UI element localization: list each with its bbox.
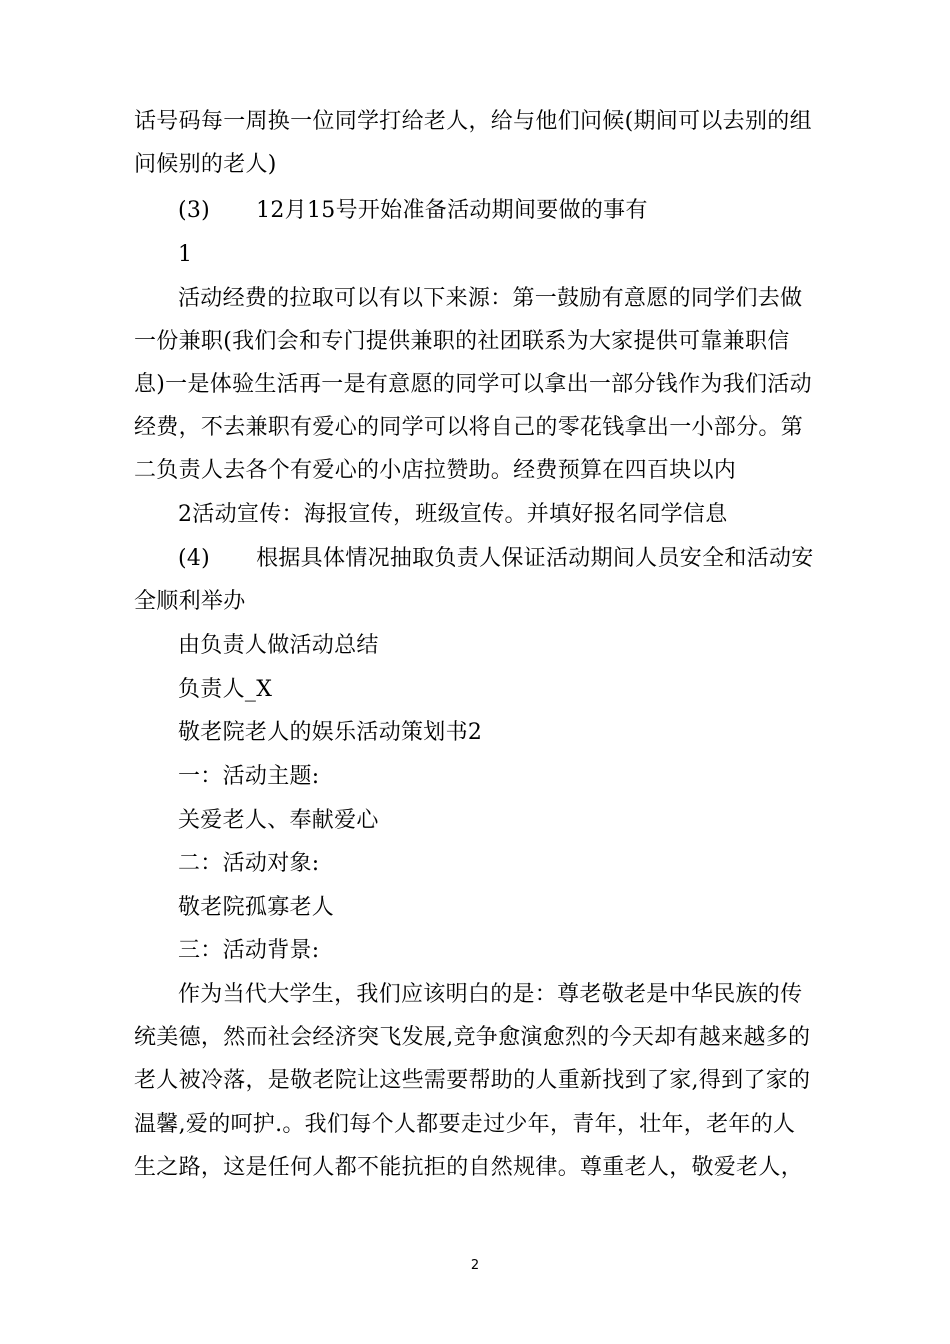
text-line: 话号码每一周换一位同学打给老人，给与他们问候(期间可以去别的组 xyxy=(134,109,812,134)
text-line: 息)一是体验生活再一是有意愿的同学可以拿出一部分钱作为我们活动 xyxy=(134,372,812,397)
paragraph-start: 活动经费的拉取可以有以下来源：第一鼓励有意愿的同学们去做 xyxy=(178,286,803,311)
heading-target: 二：活动对象: xyxy=(178,851,320,876)
text-line: 经费，不去兼职有爱心的同学可以将自己的零花钱拿出一小部分。第 xyxy=(134,415,804,440)
text-line: 1 xyxy=(178,242,193,267)
paragraph-start: 作为当代大学生，我们应该明白的是：尊老敬老是中华民族的传 xyxy=(178,982,803,1007)
list-item-text: 根据具体情况抽取负责人保证活动期间人员安全和活动安 xyxy=(256,546,814,571)
heading-theme: 一：活动主题: xyxy=(178,764,320,789)
text-line: 2活动宣传：海报宣传，班级宣传。并填好报名同学信息 xyxy=(178,502,728,527)
section-title: 敬老院老人的娱乐活动策划书2 xyxy=(178,720,483,745)
list-marker: (3) xyxy=(178,198,211,223)
list-item-text: 12月15号开始准备活动期间要做的事有 xyxy=(256,198,648,223)
text-line: 关爱老人、奉献爱心 xyxy=(178,808,379,833)
text-line: 生之路，这是任何人都不能抗拒的自然规律。尊重老人，敬爱老人， xyxy=(134,1155,804,1180)
text-line: 二负责人去各个有爱心的小店拉赞助。经费预算在四百块以内 xyxy=(134,458,737,483)
page-number: 2 xyxy=(470,1258,480,1273)
text-line: 敬老院孤寡老人 xyxy=(178,895,335,920)
list-item-3 xyxy=(178,196,878,226)
heading-background: 三：活动背景: xyxy=(178,938,320,963)
text-line: 温馨,爱的呵护.。我们每个人都要走过少年，青年，壮年，老年的人 xyxy=(134,1112,796,1137)
text-line: 一份兼职(我们会和专门提供兼职的社团联系为大家提供可靠兼职信 xyxy=(134,329,790,354)
text-line: 全顺利举办 xyxy=(134,589,246,614)
text-line: 负责人_X xyxy=(178,677,273,702)
list-marker: (4) xyxy=(178,546,211,571)
text-line: 问候别的老人) xyxy=(134,152,277,177)
text-line: 老人被冷落，是敬老院让这些需要帮助的人重新找到了家,得到了家的 xyxy=(134,1068,811,1093)
text-line: 统美德，然而社会经济突飞发展,竞争愈演愈烈的今天却有越来越多的 xyxy=(134,1025,811,1050)
text-line: 由负责人做活动总结 xyxy=(178,633,379,658)
list-item-4 xyxy=(178,544,878,574)
